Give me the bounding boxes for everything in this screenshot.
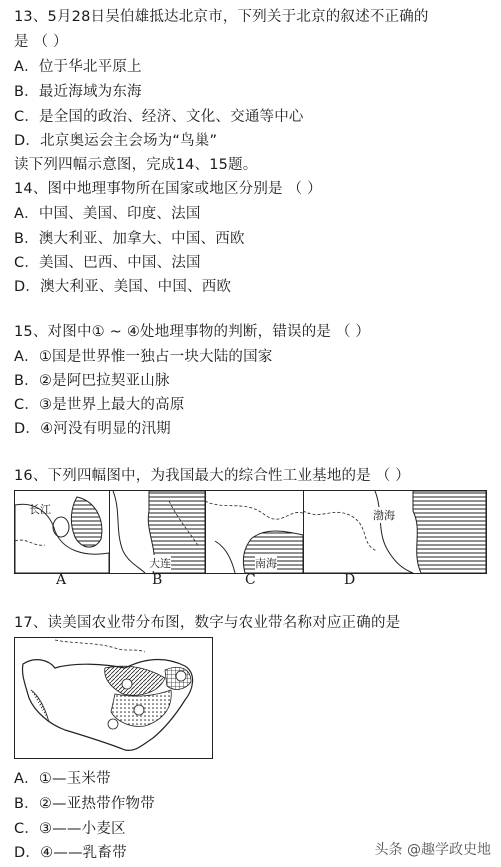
q16-letter-b: B bbox=[152, 572, 163, 588]
q16-map-c-label: 南海 bbox=[255, 557, 277, 570]
q14-option-c: C．美国、巴西、中国、法国 bbox=[14, 255, 201, 271]
q17-us-agriculture-map bbox=[14, 637, 213, 759]
q16-map-a-label: 长江 bbox=[29, 503, 51, 516]
q16-letter-c: C bbox=[245, 572, 256, 588]
q15-option-c: C．③是世界上最大的高原 bbox=[14, 397, 185, 413]
q13-option-c: C．是全国的政治、经济、文化、交通等中心 bbox=[14, 109, 304, 125]
q13-stem-line2: 是 （ ） bbox=[14, 34, 68, 50]
q13-option-b: B．最近海域为东海 bbox=[14, 84, 142, 100]
q16-map-a bbox=[15, 491, 110, 573]
q14-option-a: A．中国、美国、印度、法国 bbox=[14, 206, 201, 222]
watermark: 头条 @趣学政史地 bbox=[374, 842, 491, 858]
q14-option-d: D．澳大利亚、美国、中国、西欧 bbox=[14, 279, 232, 295]
q15-option-a: A．①国是世界惟一独占一块大陆的国家 bbox=[14, 349, 273, 365]
q16-map-b bbox=[109, 491, 206, 573]
q15-option-b: B．②是阿巴拉契亚山脉 bbox=[14, 373, 170, 389]
q16-map-d-drawing bbox=[303, 491, 486, 573]
q17-option-b: B．②—亚热带作物带 bbox=[14, 796, 155, 812]
q16-map-strip bbox=[14, 490, 487, 574]
q16-letter-d: D bbox=[344, 572, 356, 588]
q16-map-d bbox=[303, 491, 486, 573]
q16-map-b-label: 大连 bbox=[149, 557, 171, 570]
intro-14-15: 读下列四幅示意图，完成14、15题。 bbox=[14, 157, 258, 173]
q14-stem: 14、图中地理事物所在国家或地区分别是 （ ） bbox=[14, 181, 322, 197]
q16-letter-a: A bbox=[56, 572, 67, 588]
q13-option-a: A．位于华北平原上 bbox=[14, 59, 142, 75]
q16-stem: 16、下列四幅图中，为我国最大的综合性工业基地的是 （ ） bbox=[14, 468, 410, 484]
q16-map-d-label: 渤海 bbox=[373, 509, 395, 522]
q17-stem: 17、读美国农业带分布图，数字与农业带名称对应正确的是 bbox=[14, 615, 401, 631]
q13-stem-line1: 13、5月28日吴伯雄抵达北京市，下列关于北京的叙述不正确的 bbox=[14, 9, 429, 25]
q13-option-d: D．北京奥运会主会场为“鸟巢” bbox=[14, 133, 218, 149]
q15-option-d: D．④河没有明显的汛期 bbox=[14, 421, 171, 437]
q17-option-c: C．③——小麦区 bbox=[14, 821, 126, 837]
q17-option-a: A．①—玉米带 bbox=[14, 771, 111, 787]
q14-option-b: B．澳大利亚、加拿大、中国、西欧 bbox=[14, 231, 245, 247]
q15-stem: 15、对图中① ~ ④处地理事物的判断，错误的是 （ ） bbox=[14, 324, 371, 340]
q17-us-map-drawing bbox=[15, 638, 212, 758]
q16-map-c-drawing bbox=[205, 491, 303, 573]
q16-map-c bbox=[205, 491, 304, 573]
q17-option-d: D．④——乳畜带 bbox=[14, 845, 127, 861]
